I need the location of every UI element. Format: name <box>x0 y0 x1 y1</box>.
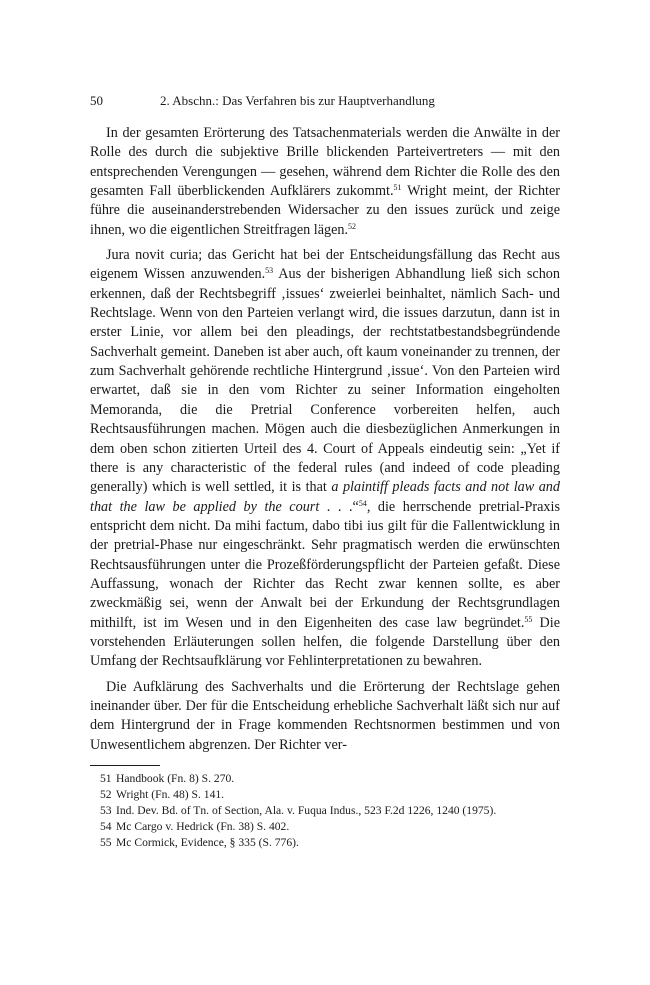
footnote-text: Mc Cargo v. Hedrick (Fn. 38) S. 402. <box>116 820 290 833</box>
footnote-ref: 55 <box>524 614 533 624</box>
book-page <box>90 92 560 851</box>
footnote-text: Mc Cormick, Evidence, § 335 (S. 776). <box>116 836 299 849</box>
footnote-51 <box>90 771 560 787</box>
footnote-ref: 53 <box>265 266 274 276</box>
footnote-text: Wright (Fn. 48) S. 141. <box>116 788 225 801</box>
paragraph-1 <box>90 124 560 240</box>
footnote-52 <box>90 787 560 803</box>
footnote-number: 52 <box>100 788 112 801</box>
footnote-text: Ind. Dev. Bd. of Tn. of Section, Ala. v. Fuqua Indus., 523 F.2d 1226, 1240 (1975). <box>116 804 497 817</box>
paragraph-text: Die vorstehenden Erläuterungen sollen helfen, die folgende Darstellung über den Umfang der Rechtsaufklärung vor Fehlinterpretationen zu bewahren. <box>90 614 560 670</box>
paragraph-3 <box>90 678 560 755</box>
running-head <box>90 92 560 110</box>
page-number: 50 <box>90 93 103 108</box>
footnote-number: 51 <box>100 772 112 785</box>
chapter-title: 2. Abschn.: Das Verfahren bis zur Hauptverhandlung <box>160 93 435 108</box>
paragraph-text: Die Aufklärung des Sachverhalts und die Erörterung der Rechtslage gehen ineinander über. Der für die Entscheidung erhebliche Sachverhalt läßt sich nur auf dem Hintergrund der in Frage kommenden Rechtsnormen bestimmen und von Unwesentlichem abgrenzen. Der Richter ver- <box>90 678 560 753</box>
footnote-54 <box>90 819 560 835</box>
footnote-ref: 54 <box>358 498 367 508</box>
footnote-ref: 51 <box>393 183 402 193</box>
footnote-text: Handbook (Fn. 8) S. 270. <box>116 772 235 785</box>
footnote-number: 55 <box>100 836 112 849</box>
paragraph-text: . . .“ <box>319 498 359 515</box>
body-text <box>90 124 560 755</box>
footnote-number: 53 <box>100 804 112 817</box>
paragraph-text: In der gesamten Erörterung des Tatsachenmaterials werden die Anwälte in der Rolle des durch die subjektive Brille blickenden Parteivertreters — mit den entsprechenden Verengungen — gesehen, während dem Richter die Rolle des den gesamten Fall überblickenden Aufklärers zukommt. <box>90 125 560 200</box>
paragraph-2 <box>90 246 560 672</box>
footnote-ref: 52 <box>348 221 357 231</box>
paragraph-text: Jura novit curia; das Gericht hat bei der Entscheidungsfällung das Recht aus eigenem Wissen anzuwenden. <box>90 247 560 283</box>
paragraph-text: Wright meint, der Richter führe die auseinanderstrebenden Widersacher zu den issues zurück und zeige ihnen, wo die eigentlichen Streitfragen lägen. <box>90 183 560 238</box>
paragraph-text: Aus der bisherigen Abhandlung ließ sich schon erkennen, daß der Rechtsbegriff ‚issues‘ zweierlei beinhaltet, nämlich Sach- und Rechtslage. Wenn von den Parteien verlangt wird, die issues darzutun, dann ist in erster Linie, vor allem bei den pleadings, der rechtstatbestandsbegründende Sachverhalt gemeint. Daneben ist aber auch, oft kaum voneinander zu trennen, der zum Sachverhalt gehörende rechtliche Hintergrund ‚issue‘. Von den Parteien wird erwartet, daß sie in den vom Richter zu seiner Information eingeholten Memoranda, die die Pretrial Conference vorbereiten helfen, auch Rechtsausführungen machen. Mögen auch die diesbezüglichen Anmerkungen in dem oben schon zitierten Urteil des 4. Court of Appeals eindeutig sein: „Yet if there is any characteristic of the federal rules (and indeed of code pleading generally) which is well settled, it is that <box>90 266 560 496</box>
footnotes <box>90 771 560 851</box>
footnote-55 <box>90 835 560 851</box>
footnote-53 <box>90 803 560 819</box>
italic-quote: a plaintiff pleads facts and not law and that the law be applied by the court <box>90 479 560 515</box>
footnote-divider <box>90 765 160 766</box>
footnote-number: 54 <box>100 820 112 833</box>
paragraph-text: , die herrschende pretrial-Praxis entspricht dem nicht. Da mihi factum, dabo tibi ius gilt für die Fallentwicklung in der pretrial-Phase nur eingeschränkt. Sehr pragmatisch werden die erwünschten Rechtsausführungen unter die Prozeßförderungspflicht der Parteien gefaßt. Diese Auffassung, wonach der Richter das Recht zwar kennen sollte, es aber zweckmäßig sei, wenn der Anwalt bei der Erkundung der Rechtsgrundlagen mithilft, ist im Wesen und in den Eigenheiten des case law begründet. <box>90 498 560 631</box>
